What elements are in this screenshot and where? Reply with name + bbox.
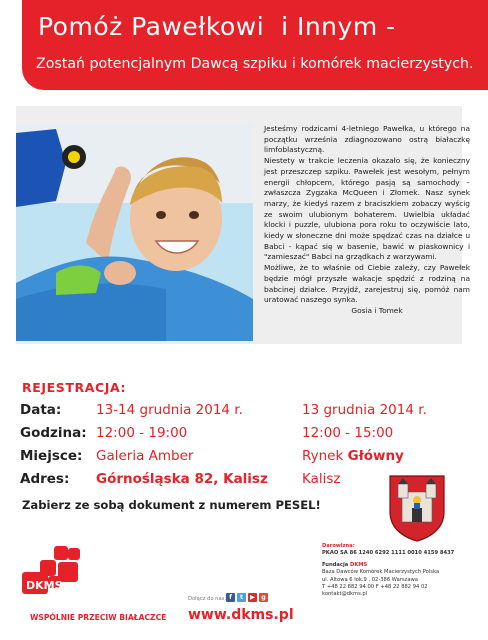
- info-value-secondary: 12:00 - 15:00: [302, 425, 394, 441]
- story-paragraph: Jesteśmy rodzicami 4-letniego Pawełka, u którego na początku września zdiagnozowano ostrą białaczkę limfoblastyczną.: [264, 124, 470, 155]
- story-text: [264, 124, 470, 317]
- youtube-icon[interactable]: ▶: [250, 593, 255, 601]
- boy-photo: [16, 123, 253, 341]
- pesel-note: Zabierz ze sobą dokument z numerem PESEL!: [22, 498, 321, 512]
- foundation-address: ul. Altowa 6 lok.9 , 02-386 Warszawa: [322, 576, 418, 583]
- info-value-primary: 13-14 grudnia 2014 r.: [96, 402, 243, 418]
- header-banner: [22, 0, 488, 90]
- story-paragraph: Niestety w trakcie leczenia okazało się, że konieczny jest przeszczep szpiku. Pawełek jest wesołym, pełnym energii chłopcem, którego pasją są samochody – zwłaszcza Zygzaka McQueen i Złomek. Nasz synek marzy, że kiedyś razem z braciszkiem zobaczy wyścig ze swoim ulubionym bohaterem. Uwielbia układać klocki i puzzle, ulubiona pora roku to oczywiście lato, kiedy w słoneczne dni może spędzać czas na działce u Babci - kąpać się w basenie, bawić w piaskownicy i "zamieszać" Babci na grządkach z warzywami.: [264, 156, 470, 262]
- info-label: Godzina:: [20, 425, 87, 441]
- join-us-label: Dołącz do nas:: [188, 596, 227, 602]
- google-plus-icon[interactable]: g: [259, 593, 268, 602]
- banner-subtitle: Zostań potencjalnym Dawcą szpiku i komórek macierzystych.: [36, 56, 474, 72]
- bank-account: PKAO SA 86 1240 6292 1111 0010 4159 8437: [322, 550, 455, 557]
- registration-heading: REJESTRACJA:: [22, 380, 127, 395]
- twitter-icon[interactable]: t: [237, 593, 246, 602]
- story-paragraph: Możliwe, że to właśnie od Ciebie zależy, czy Pawełek będzie mógł przyszłe wakacje spędzić z rodziną na babcinej działce. Przyjdź, zarejestruj się, pomóż nam uratować naszego synka.: [264, 263, 470, 305]
- info-label: Adres:: [20, 471, 70, 487]
- info-label: Data:: [20, 402, 62, 418]
- contact-block: [322, 543, 482, 599]
- info-value-secondary: 13 grudnia 2014 r.: [302, 402, 427, 418]
- facebook-icon[interactable]: f: [226, 593, 235, 602]
- info-value-primary: Galeria Amber: [96, 448, 194, 464]
- banner-title: Pomóż Pawełkowi i Innym -: [38, 12, 396, 41]
- kalisz-coat-of-arms-icon: [388, 474, 446, 542]
- logo-text: DKMS: [26, 579, 63, 592]
- foundation-name: Fundacja DKMS: [322, 561, 368, 568]
- info-label: Miejsce:: [20, 448, 83, 464]
- website-link[interactable]: www.dkms.pl: [188, 607, 294, 623]
- foundation-email[interactable]: kontakt@dkms.pl: [322, 591, 368, 598]
- dkms-tagline: WSPÓLNIE PRZECIW BIAŁACZCE: [30, 613, 167, 622]
- foundation-phone: T +48 22 882 94 00 F +48 22 882 94 02: [322, 584, 428, 591]
- social-links: [226, 593, 268, 603]
- donations-label: Darowizna:: [322, 543, 355, 549]
- boy-photo-illustration: [16, 123, 253, 341]
- info-value-primary: 12:00 - 19:00: [96, 425, 188, 441]
- foundation-desc: Baza Dawców Komórek Macierzystych Polska: [322, 569, 440, 576]
- info-value-primary: Górnośląska 82, Kalisz: [96, 471, 268, 487]
- dkms-logo-icon: [18, 546, 96, 608]
- info-value-secondary: Kalisz: [302, 471, 341, 487]
- info-value-secondary: Rynek Główny: [302, 448, 404, 464]
- story-signature: Gosia i Tomek: [351, 305, 403, 315]
